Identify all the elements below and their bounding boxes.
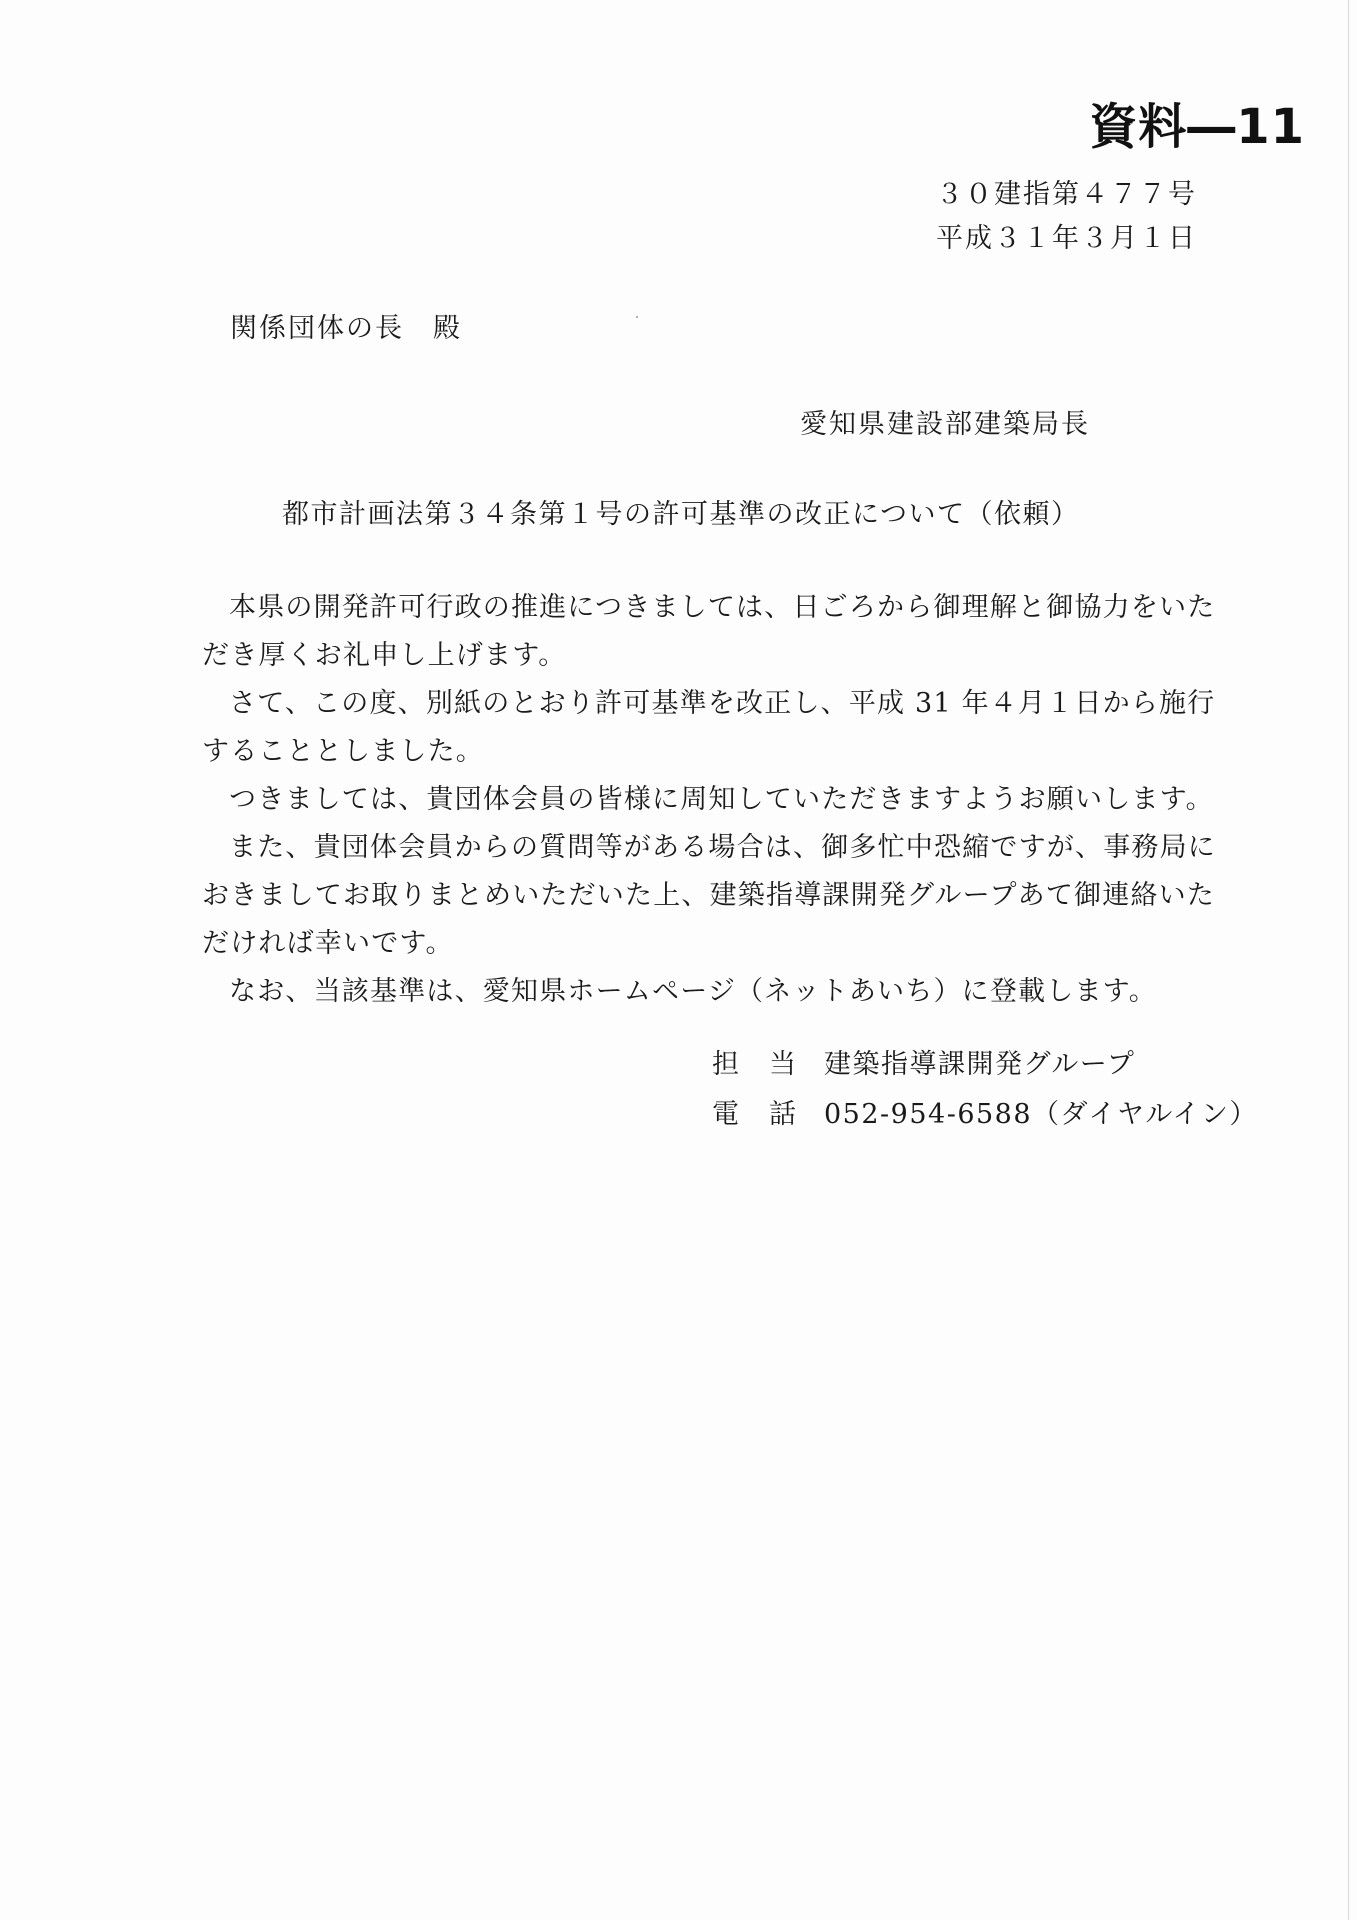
letter-body: [202, 584, 1232, 1016]
contact-phone-label: 電 話: [712, 1099, 798, 1130]
contact-phone-value: 052-954-6588（ダイヤルイン）: [824, 1099, 1258, 1130]
contact-phone-row: [712, 1090, 1258, 1140]
document-date: 平成３１年３月１日: [936, 223, 1197, 254]
contact-person-row: [712, 1040, 1258, 1090]
addressee: 関係団体の長 殿: [230, 313, 462, 344]
sender: 愛知県建設部建築局長: [800, 409, 1090, 440]
contact-person-value: 建築指導課開発グループ: [824, 1049, 1136, 1080]
scan-edge-line: [1348, 0, 1349, 1920]
subject-line: 都市計画法第３４条第１号の許可基準の改正について（依頼）: [282, 499, 1080, 530]
contact-block: [712, 1040, 1258, 1140]
body-paragraph: また、貴団体会員からの質問等がある場合は、御多忙中恐縮ですが、事務局におきましてお取りまとめいただいた上、建築指導課開発グループあて御連絡いただければ幸いです。: [202, 832, 1216, 959]
body-paragraph: 本県の開発許可行政の推進につきましては、日ごろから御理解と御協力をいただき厚くお礼申し上げます。: [202, 592, 1216, 671]
contact-person-label: 担 当: [712, 1049, 798, 1080]
document-label: 資料―11: [1089, 99, 1305, 155]
document-number: ３０建指第４７７号: [936, 179, 1197, 210]
body-paragraph: なお、当該基準は、愛知県ホームページ（ネットあいち）に登載します。: [229, 976, 1157, 1007]
scan-speck: [636, 316, 638, 318]
body-paragraph: さて、この度、別紙のとおり許可基準を改正し、平成 31 年４月１日から施行することとしました。: [202, 688, 1216, 767]
body-paragraph: つきましては、貴団体会員の皆様に周知していただきますようお願いします。: [229, 784, 1214, 815]
